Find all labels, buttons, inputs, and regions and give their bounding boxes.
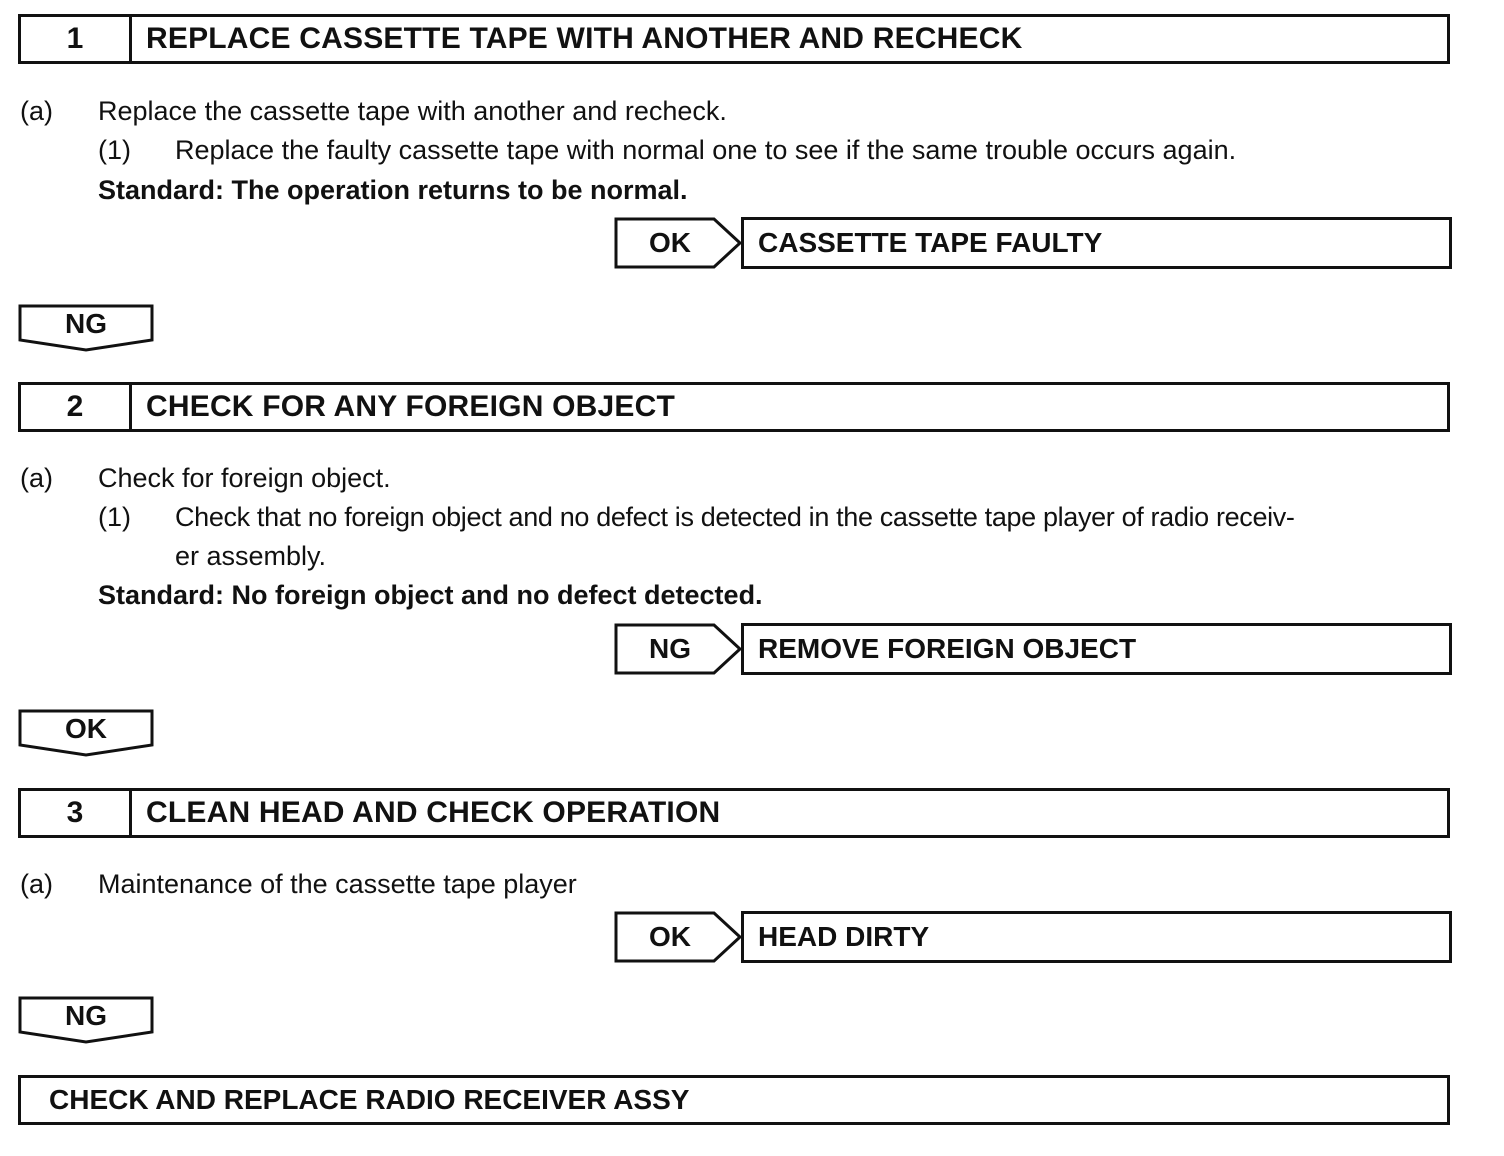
step-2-item-a-text: Check for foreign object. bbox=[98, 463, 391, 493]
step-1-header bbox=[18, 14, 1450, 64]
step-1-number: 1 bbox=[21, 17, 132, 61]
step-1-title: REPLACE CASSETTE TAPE WITH ANOTHER AND RECHECK bbox=[146, 22, 1023, 55]
step-2-flow bbox=[18, 709, 154, 757]
step-3-number: 3 bbox=[21, 791, 132, 835]
step-3-item-a-marker: (a) bbox=[20, 869, 53, 899]
step-1-item-a-marker: (a) bbox=[20, 96, 53, 126]
step-2-sub-marker: (1) bbox=[98, 502, 131, 532]
step-2-number: 2 bbox=[21, 385, 132, 429]
step-1-result-label: OK bbox=[649, 227, 691, 258]
step-3-result-text: HEAD DIRTY bbox=[758, 921, 930, 952]
step-3-flow-label: NG bbox=[65, 1000, 107, 1031]
step-2-sub-text-line1: Check that no foreign object and no defect is detected in the cassette tape player of radio receiv- bbox=[175, 502, 1295, 532]
step-2-standard: Standard: No foreign object and no defect detected. bbox=[98, 580, 763, 610]
step-1-standard: Standard: The operation returns to be normal. bbox=[98, 175, 688, 205]
step-3-title: CLEAN HEAD AND CHECK OPERATION bbox=[146, 796, 721, 829]
final-action-box bbox=[18, 1075, 1450, 1125]
step-2-flow-label: OK bbox=[65, 713, 107, 744]
step-1-flow-label: NG bbox=[65, 308, 107, 339]
step-1-item-a-text: Replace the cassette tape with another and recheck. bbox=[98, 96, 727, 126]
step-2-result-label: NG bbox=[649, 633, 691, 664]
step-1-flow bbox=[18, 304, 154, 352]
step-3-result-box bbox=[741, 911, 1452, 963]
step-3-header bbox=[18, 788, 1450, 838]
step-2-title: CHECK FOR ANY FOREIGN OBJECT bbox=[146, 390, 675, 423]
step-1-result-text: CASSETTE TAPE FAULTY bbox=[758, 227, 1103, 258]
step-2-result-text: REMOVE FOREIGN OBJECT bbox=[758, 633, 1137, 664]
step-3-flow bbox=[18, 996, 154, 1044]
step-1-result-box bbox=[741, 217, 1452, 269]
step-2-header bbox=[18, 382, 1450, 432]
final-action-text: CHECK AND REPLACE RADIO RECEIVER ASSY bbox=[49, 1084, 690, 1115]
step-1-sub-text: Replace the faulty cassette tape with normal one to see if the same trouble occurs again. bbox=[175, 135, 1237, 165]
step-2-result-box bbox=[741, 623, 1452, 675]
step-3-item-a-text: Maintenance of the cassette tape player bbox=[98, 869, 577, 899]
step-3-result-label: OK bbox=[649, 921, 691, 952]
step-2-result bbox=[614, 623, 1452, 675]
step-1-result bbox=[614, 217, 1452, 269]
step-3-result bbox=[614, 911, 1452, 963]
step-1-sub-marker: (1) bbox=[98, 135, 131, 165]
step-2-sub-text-line2: er assembly. bbox=[175, 541, 327, 571]
step-2-item-a-marker: (a) bbox=[20, 463, 53, 493]
